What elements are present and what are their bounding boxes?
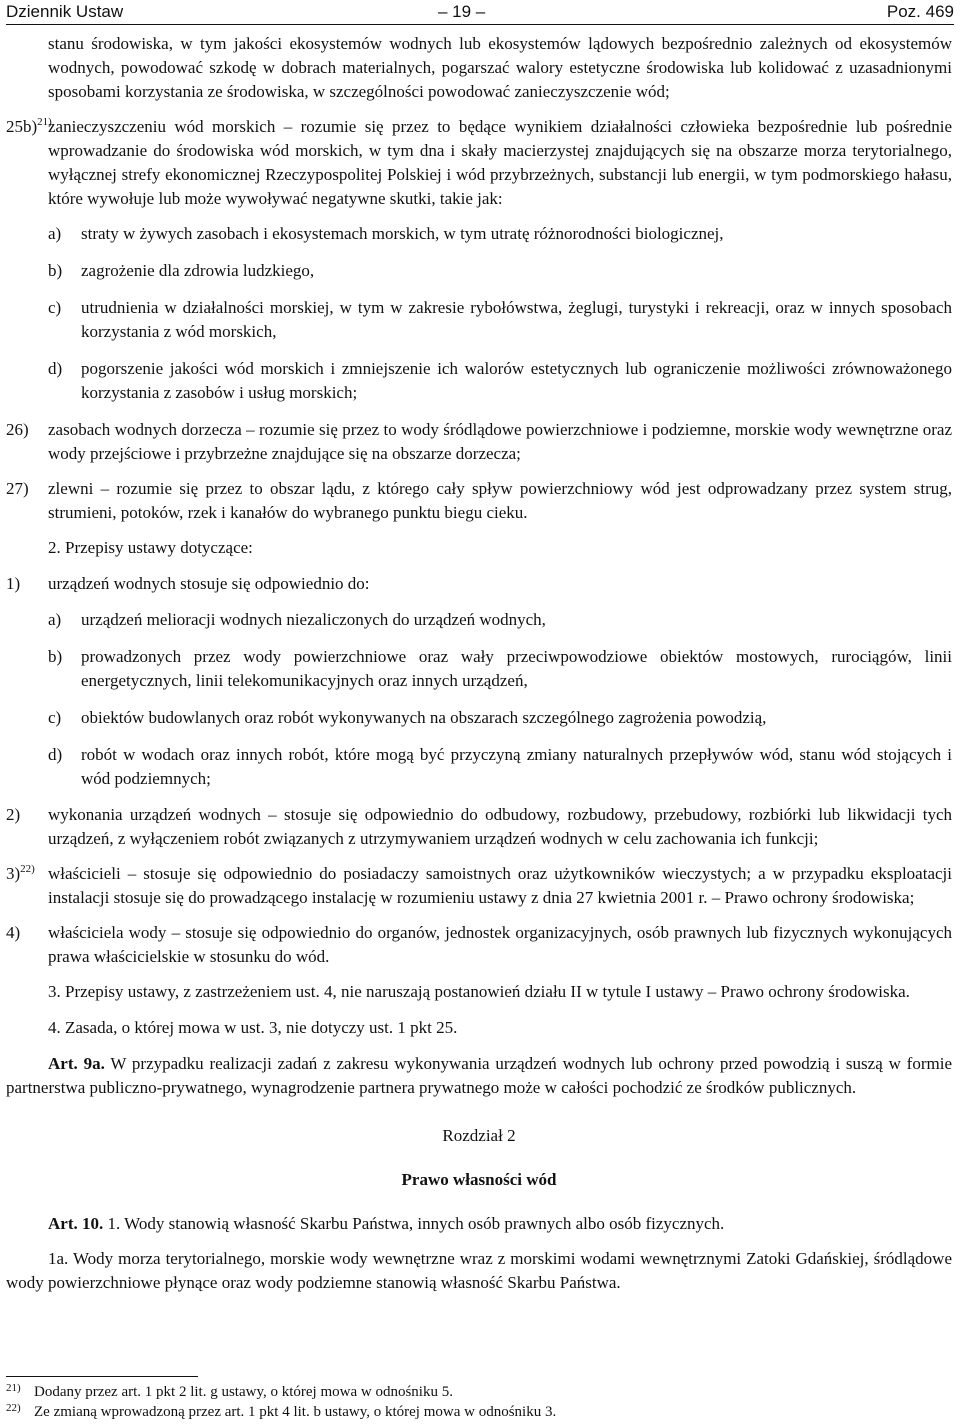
point-3	[6, 862, 952, 910]
footnote-label: 21)	[6, 1382, 21, 1394]
footnote-separator	[6, 1376, 198, 1377]
sub-item-text: utrudnienia w działalności morskiej, w tym w zakresie rybołówstwa, żeglugi, turystyki i rekreacji, oraz w innych sposobach korzystania z wód morskich,	[81, 298, 952, 341]
article-9a	[6, 1052, 952, 1100]
intro-paragraph	[6, 32, 952, 104]
sub-item-label: d)	[48, 359, 63, 378]
item-label: 25b)$^{21)}$	[6, 116, 52, 136]
sub-item-label: c)	[48, 298, 62, 317]
point-label: 3)$^{22)}$	[6, 863, 35, 883]
sub-item-text: zagrożenie dla zdrowia ludzkiego,	[81, 261, 315, 280]
section-1a: 1a. Wody morza terytorialnego, morskie wody wewnętrzne wraz z morskimi wodami wewnętrznymi Zatoki Gdańskiej, śródlądowe wody powierzchniowe płynące oraz wody podziemne stanowią własność Skarbu Państwa.	[6, 1249, 952, 1292]
page-header	[6, 0, 954, 25]
point-1	[6, 572, 952, 596]
section-2-intro: 2. Przepisy ustawy dotyczące:	[48, 538, 253, 557]
item-label: 27)	[6, 479, 29, 498]
sub-item-text: prowadzonych przez wody powierzchniowe oraz wały przeciwpowodziowe obiektów mostowych, rurociągów, linii energetycznych, linii telekomunikacyjnych oraz innych urządzeń,	[81, 647, 952, 690]
point-1-sub-a	[6, 608, 952, 632]
sub-item-text: straty w żywych zasobach i ekosystemach morskich, w tym utratę różnorodności biologicznej,	[81, 224, 724, 243]
chapter-title: Prawo własności wód	[401, 1170, 557, 1189]
sub-item-text: pogorszenie jakości wód morskich i zmniejszenie ich walorów estetycznych lub ograniczenie możliwości zrównoważonego korzystania z zasobów i usług morskich;	[81, 359, 952, 402]
chapter-number: Rozdział 2	[442, 1126, 516, 1145]
footnote-label: 22)	[6, 1402, 21, 1414]
sub-item-text: obiektów budowlanych oraz robót wykonywanych na obszarach szczególnego zagrożenia powodzią,	[81, 708, 767, 727]
item-text: zlewni – rozumie się przez to obszar lądu, z którego cały spływ powierzchniowy wód jest odprowadzany przez system strug, strumieni, potoków, rzek i kanałów do wybranego punktu biegu cieku.	[48, 479, 952, 522]
sub-item-a	[6, 222, 952, 246]
point-1-sub-b	[6, 645, 952, 693]
point-text: właściciela wody – stosuje się odpowiednio do organów, jednostek organizacyjnych, osób prawnych lub fizycznych wykonujących prawa właścicielskie w stosunku do wód.	[48, 923, 952, 966]
page-number: – 19 –	[438, 2, 486, 21]
footnote-text: Dodany przez art. 1 pkt 2 lit. g ustawy, o której mowa w odnośniku 5.	[34, 1384, 453, 1400]
point-label: 4)	[6, 923, 21, 942]
sub-item-label: b)	[48, 261, 63, 280]
point-label: 1)	[6, 574, 21, 593]
point-text: urządzeń wodnych stosuje się odpowiednio do:	[48, 574, 370, 593]
sub-item-label: b)	[48, 647, 63, 666]
article-text: 1. Wody stanowią własność Skarbu Państwa, innych osób prawnych albo osób fizycznych.	[107, 1214, 725, 1233]
item-27	[6, 477, 952, 525]
item-label: 26)	[6, 420, 29, 439]
item-26	[6, 418, 952, 466]
sub-item-text: urządzeń melioracji wodnych niezaliczonych do urządzeń wodnych,	[81, 610, 546, 629]
article-label: Art. 9a.	[48, 1054, 105, 1073]
article-10	[6, 1212, 952, 1236]
footnote-22	[6, 1402, 952, 1422]
point-4	[6, 921, 952, 969]
item-text: zasobach wodnych dorzecza – rozumie się przez to wody śródlądowe powierzchniowe i podziemne, morskie wody wewnętrzne oraz wody przejściowe i przybrzeżne znajdujące się na obszarze dorzecza;	[48, 420, 952, 463]
sub-item-label: d)	[48, 745, 63, 764]
intro-text: stanu środowiska, w tym jakości ekosystemów wodnych lub ekosystemów lądowych bezpośrednio zależnych od ekosystemów wodnych, powodować szkodę w dobrach materialnych, pogarszać walory estetyczne środowiska lub kolidować z uzasadnionymi sposobami korzystania ze środowiska, w szczególności powodować zanieczyszczenie wód;	[48, 34, 952, 101]
point-text: właścicieli – stosuje się odpowiednio do posiadaczy samoistnych oraz użytkowników wieczystych; a w przypadku eksploatacji instalacji stosuje się do prowadzącego instalację w rozumieniu ustawy z dnia 27 kwietnia 2001 r. – Prawo ochrony środowiska;	[48, 864, 952, 907]
point-1-sub-c	[6, 706, 952, 730]
sub-item-label: a)	[48, 610, 62, 629]
item-text: zanieczyszczeniu wód morskich – rozumie się przez to będące wynikiem działalności człowieka bezpośrednie lub pośrednie wprowadzanie do środowiska wód morskich, w tym dna i skały macierzystej znajdujących się na obszarze morza terytorialnego, wyłącznej strefy ekonomicznej Rzeczypospolitej Polskiej i wód przybrzeżnych, substancji lub energii, w tym podmorskiego hałasu, które wywołuje lub może wywoływać negatywne skutki, takie jak:	[48, 117, 952, 208]
sub-item-text: robót w wodach oraz innych robót, które mogą być przyczyną zmiany naturalnych przepływów wód, stanu wód stojących i wód podziemnych;	[81, 745, 952, 788]
section-4: 4. Zasada, o której mowa w ust. 3, nie dotyczy ust. 1 pkt 25.	[48, 1018, 458, 1037]
article-text: W przypadku realizacji zadań z zakresu wykonywania urządzeń wodnych lub ochrony przed powodzią i suszą w formie partnerstwa publiczno-prywatnego, wynagrodzenie partnera prywatnego może w całości pochodzić ze środków publicznych.	[6, 1054, 952, 1097]
point-text: wykonania urządzeń wodnych – stosuje się odpowiednio do odbudowy, rozbudowy, przebudowy, rozbiórki lub likwidacji tych urządzeń, z wyłączeniem robót związanych z utrzymywaniem urządzeń wodnych w celu zachowania ich funkcji;	[48, 805, 952, 848]
position-number: Poz. 469	[886, 2, 954, 21]
point-1-sub-d	[6, 743, 952, 791]
point-label: 2)	[6, 805, 21, 824]
footnote-ref: 22)	[20, 863, 35, 875]
footnote-text: Ze zmianą wprowadzoną przez art. 1 pkt 4 lit. b ustawy, o której mowa w odnośniku 3.	[34, 1404, 557, 1420]
sub-item-c	[6, 296, 952, 344]
footnote-ref: 21)	[37, 116, 52, 128]
sub-item-label: c)	[48, 708, 62, 727]
journal-name: Dziennik Ustaw	[6, 2, 124, 21]
item-25b	[6, 115, 952, 211]
article-label: Art. 10.	[48, 1214, 104, 1233]
footnotes	[6, 1382, 952, 1422]
sub-item-label: a)	[48, 224, 62, 243]
sub-item-b	[6, 259, 952, 283]
footnote-21	[6, 1382, 952, 1402]
sub-item-d	[6, 357, 952, 405]
section-3: 3. Przepisy ustawy, z zastrzeżeniem ust. 4, nie naruszają postanowień działu II w tytule I ustawy – Prawo ochrony środowiska.	[48, 982, 910, 1001]
document-body	[6, 32, 952, 1295]
point-2	[6, 803, 952, 851]
